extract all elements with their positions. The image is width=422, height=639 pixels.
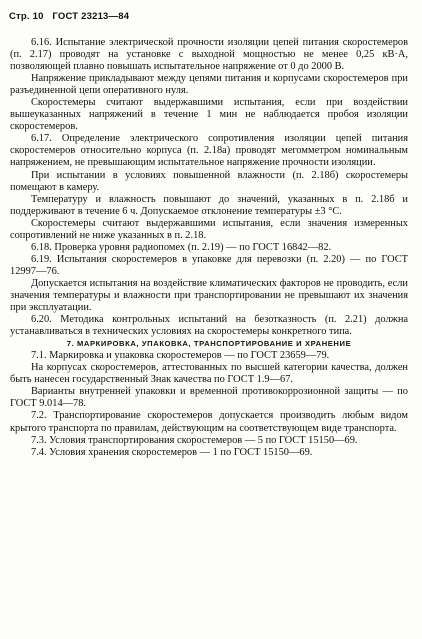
paragraph: При испытании в условиях повышенной влажности (п. 2.18б) скоростемеры помещают в камеру.: [10, 169, 408, 193]
paragraph-6-20: 6.20. Методика контрольных испытаний на безотказность (п. 2.21) должна устанавливаться в технических условиях на скоростемеры конкретного типа.: [10, 314, 408, 338]
paragraph-7-4: 7.4. Условия хранения скоростемеров — 1 по ГОСТ 15150—69.: [31, 446, 313, 458]
paragraph-6-19: 6.19. Испытания скоростемеров в упаковке для перевозки (п. 2.20) — по ГОСТ 12997—76.: [10, 253, 408, 277]
paragraph: Допускается испытания на воздействие климатических факторов не проводить, если значения температуры и влажности при транспортировании не превышают их значения при эксплуатации.: [10, 277, 408, 314]
paragraph-7-3: 7.3. Условия транспортирования скоростемеров — 5 по ГОСТ 15150—69.: [31, 434, 358, 446]
standard-code: ГОСТ 23213—84: [52, 11, 130, 22]
paragraph: На корпусах скоростемеров, аттестованных по высшей категории качества, должен быть нанесен государственный Знак качества по ГОСТ 1.9—67.: [10, 362, 408, 386]
paragraph: Температуру и влажность повышают до значений, указанных в п. 2.18б и поддерживают в течение 6 ч. Допускаемое отклонение температуры ±3 °С.: [10, 193, 408, 217]
paragraph-6-18: 6.18. Проверка уровня радиопомех (п. 2.19) — по ГОСТ 16842—82.: [31, 241, 332, 253]
page-header: [9, 11, 135, 22]
paragraph: Скоростемеры считают выдержавшими испытания, если при воздействии вышеуказанных напряжений в течение 1 мин не наблюдается пробоя изоляции скоростемеров.: [10, 97, 408, 133]
paragraph: Напряжение прикладывают между цепями питания и корпусами скоростемеров при разъединенной цепи оперативного нуля.: [10, 73, 408, 97]
paragraph-7-1: 7.1. Маркировка и упаковка скоростемеров — по ГОСТ 23659—79.: [31, 350, 330, 362]
paragraph: Варианты внутренней упаковки и временной противокоррозионной защиты — по ГОСТ 9.014—78.: [10, 386, 408, 410]
paragraph-7-2: 7.2. Транспортирование скоростемеров допускается производить любым видом крытого транспорта по правилам, действующим на соответствующем виде транспорта.: [10, 410, 408, 434]
document-body: [10, 37, 408, 459]
paragraph-6-16: 6.16. Испытание электрической прочности изоляции цепей питания скоростемеров (п. 2.17) проводят на установке с выходной мощностью не менее 0,25 кВ·А, позволяющей плавно повышать испытательное напряжение от 0 до 2000 В.: [10, 37, 408, 73]
paragraph: Скоростемеры считают выдержавшими испытания, если значения измеренных сопротивлений не ниже указанных в п. 2.18.: [10, 217, 408, 241]
paragraph-6-17: 6.17. Определение электрического сопротивления изоляции цепей питания скоростемеров относительно корпуса (п. 2.18а) проводят мегомметром номинальным напряжением, не превышающим испытательное напряжение прочности изоляции.: [10, 133, 408, 169]
section-7-title: 7. МАРКИРОВКА, УПАКОВКА, ТРАНСПОРТИРОВАНИЕ И ХРАНЕНИЕ: [66, 339, 352, 349]
page-number: Стр. 10: [9, 11, 44, 22]
